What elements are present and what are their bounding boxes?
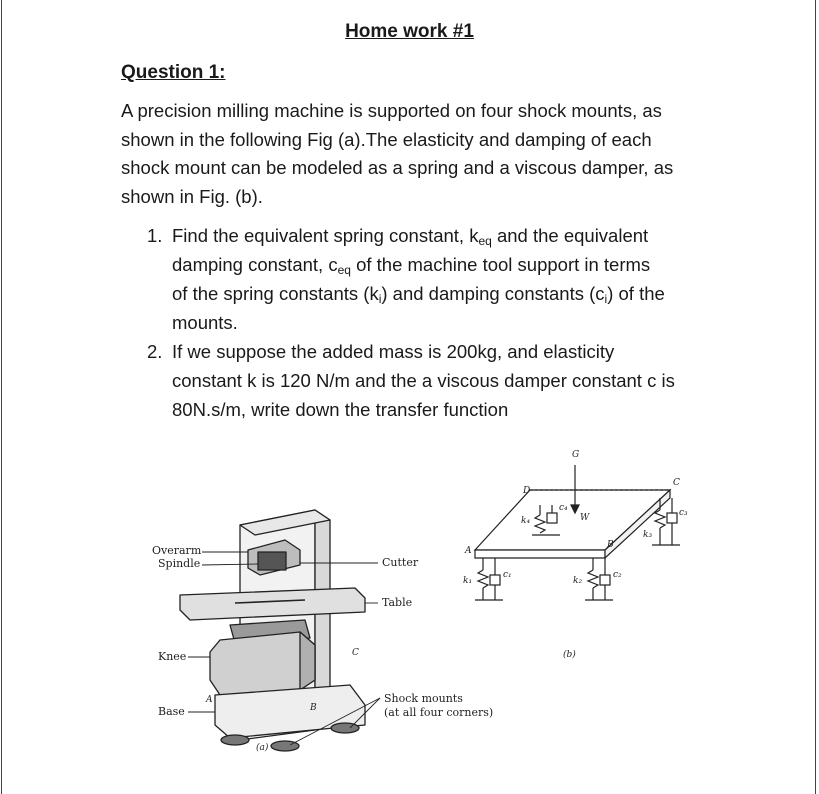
task-item-1 <box>147 221 675 337</box>
label-c3: c₃ <box>679 508 688 518</box>
task-line: 80N.s/m, write down the transfer function <box>172 399 509 420</box>
spring-k2 <box>588 558 598 600</box>
figure-b-spring-damper-model <box>455 435 695 675</box>
paragraph-line: A precision milling machine is supported on four shock mounts, as <box>121 100 662 121</box>
label-c4: c₄ <box>559 503 568 513</box>
label-k2: k₂ <box>573 576 583 586</box>
shock-mount <box>221 735 249 745</box>
task-line: If we suppose the added mass is 200kg, and elasticity <box>172 341 615 362</box>
label-a: A <box>465 546 472 556</box>
label-b-corner: B <box>310 703 317 713</box>
label-c1: c₁ <box>503 570 512 580</box>
label-d: D <box>523 486 531 496</box>
platform-front <box>475 550 605 558</box>
damper-c2 <box>600 558 610 600</box>
label-c: C <box>673 478 680 488</box>
label-base: Base <box>158 705 185 718</box>
label-cutter: Cutter <box>382 556 419 569</box>
label-k1: k₁ <box>463 576 473 586</box>
label-b: B <box>607 540 614 550</box>
figure-b-caption: (b) <box>563 650 576 660</box>
knee <box>210 632 315 695</box>
label-w: W <box>580 513 590 523</box>
paragraph-line: shown in Fig. (b). <box>121 185 263 207</box>
task-line: Find the equivalent spring constant, $k_{eq}$ and the equivalent <box>172 225 649 248</box>
task-number: 2. <box>147 341 163 362</box>
paragraph-line: shock mount can be modeled as a spring and a viscous damper, as <box>121 157 674 178</box>
task-line: constant k is 120 N/m and the a viscous damper constant c is <box>172 370 675 391</box>
label-shock-mounts-corners: (at all four corners) <box>384 706 494 719</box>
label-shock-mounts: Shock mounts <box>384 692 463 705</box>
task-item-2 <box>147 337 675 424</box>
damper-c1 <box>490 558 500 600</box>
label-c-corner: C <box>352 648 359 658</box>
label-a-corner: A <box>206 695 213 705</box>
task-number: 1. <box>147 225 163 246</box>
label-k4: k₄ <box>521 516 531 526</box>
spring-k1 <box>478 558 488 600</box>
table <box>180 588 365 620</box>
paragraph-line: shown in the following Fig (a).The elasticity and damping of each <box>121 128 652 150</box>
label-table: Table <box>382 596 413 609</box>
question-paragraph <box>121 97 721 211</box>
task-list <box>147 221 675 424</box>
label-g: G <box>572 450 580 460</box>
label-k3: k₃ <box>643 530 653 540</box>
figure-a-caption: (a) <box>256 743 269 753</box>
figure-a-milling-machine <box>140 440 500 780</box>
label-spindle: Spindle <box>158 557 201 570</box>
task-line: of the spring constants $(k_i)$ and damping constants $(c_i)$ of the <box>172 283 665 306</box>
label-knee: Knee <box>158 650 187 663</box>
task-line: damping constant, $c_{eq}$ of the machine tool support in terms <box>172 254 651 277</box>
label-overarm: Overarm <box>152 544 202 557</box>
question-heading: Question 1: <box>121 62 226 83</box>
task-line: mounts. <box>172 312 238 333</box>
damper-c3 <box>667 498 677 545</box>
page-title: Home work #1 <box>345 21 474 42</box>
label-c2: c₂ <box>613 570 622 580</box>
shock-mount <box>331 723 359 733</box>
